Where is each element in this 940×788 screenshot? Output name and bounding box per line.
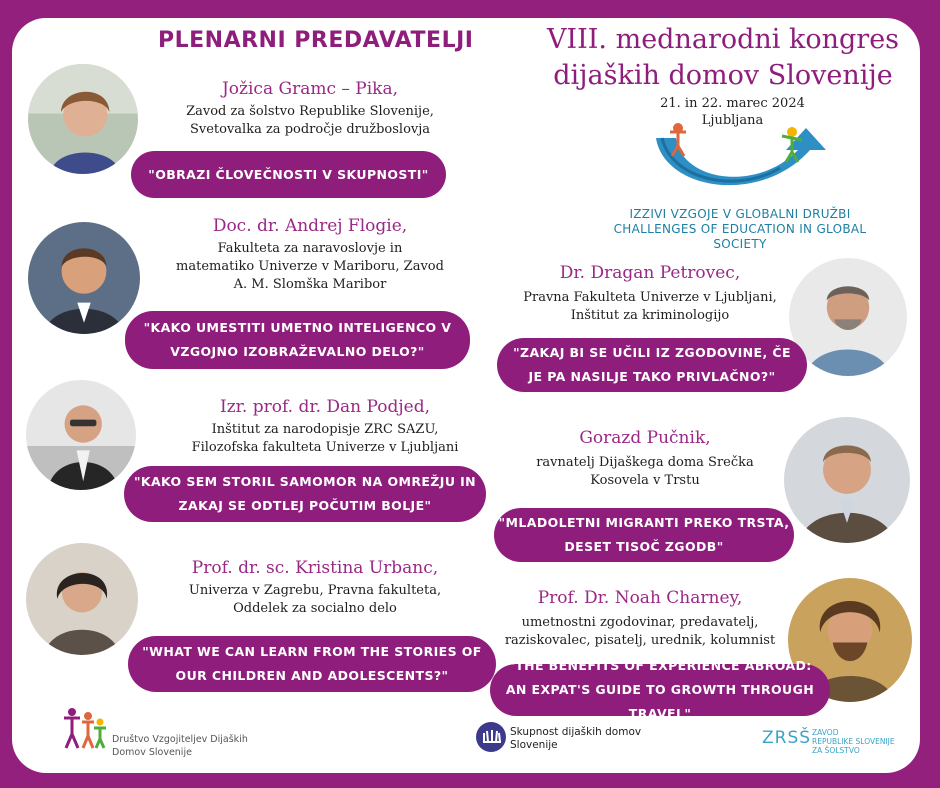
logo-line: Slovenije — [510, 739, 558, 751]
logo-line: Domov Slovenije — [112, 747, 192, 758]
affiliation-line: Inštitut za narodopisje ZRC SAZU, — [211, 422, 439, 437]
talk-title-line: JE PA NASILJE TAKO PRIVLAČNO?" — [528, 369, 776, 384]
affiliation-line: Oddelek za socialno delo — [233, 601, 397, 616]
affiliation-line: Univerza v Zagrebu, Pravna fakulteta, — [188, 583, 442, 598]
congress-place: Ljubljana — [701, 113, 764, 128]
logo-line: REPUBLIKE SLOVENIJE — [812, 737, 895, 746]
dvdds-logo-text — [112, 733, 248, 759]
people-figures-logo — [60, 706, 110, 752]
talk-title: "OBRAZI ČLOVEČNOSTI V SKUPNOSTI" — [148, 166, 429, 182]
affiliation-line: matematiko Univerze v Mariboru, Zavod — [176, 259, 444, 274]
logo-line: Skupnost dijaških domov — [510, 726, 642, 738]
congress-title — [535, 22, 911, 94]
skupnost-logo-text — [510, 726, 641, 752]
speaker-3 — [170, 397, 480, 457]
speaker-photo — [784, 417, 910, 543]
congress-title-line-1: VIII. mednarodni kongres — [546, 24, 900, 55]
speaker-photo — [28, 64, 138, 174]
speaker-photo — [789, 258, 907, 376]
speaker-photo — [28, 222, 140, 334]
talk-title-line: DESET TISOČ ZGODB" — [564, 539, 724, 554]
affiliation-line: Filozofska fakulteta Univerze v Ljubljani — [191, 440, 459, 455]
speaker-name: Gorazd Pučnik, — [579, 428, 711, 448]
logo-line: ZA ŠOLSTVO — [812, 746, 860, 755]
speaker-name: Doc. dr. Andrej Flogie, — [212, 216, 408, 236]
affiliation-line: ravnatelj Dijaškega doma Srečka — [536, 455, 754, 470]
talk-title-line: "ZAKAJ BI SE UČILI IZ ZGODOVINE, ČE — [513, 345, 791, 360]
page-heading: PLENARNI PREDAVATELJI — [158, 28, 474, 53]
talk-title-pill — [128, 636, 496, 692]
talk-title-pill — [131, 151, 446, 198]
talk-title-line: "MLADOLETNI MIGRANTI PREKO TRSTA, — [498, 515, 790, 530]
logo-line: Društvo Vzgojiteljev Dijaških — [112, 734, 248, 745]
affiliation-line: Kosovela v Trstu — [590, 473, 700, 488]
speaker-affiliation — [165, 240, 455, 294]
talk-title-pill — [497, 338, 807, 392]
talk-title-line: "KAKO UMESTITI UMETNO INTELIGENCO V — [143, 320, 452, 335]
talk-title-pill — [490, 658, 830, 721]
talk-title-pill — [494, 508, 794, 562]
speaker-5 — [500, 263, 800, 325]
speaker-2 — [165, 216, 455, 294]
congress-arrow-logo — [640, 110, 840, 210]
slogan-en: CHALLENGES OF EDUCATION IN GLOBAL SOCIETY — [613, 222, 867, 251]
speaker-affiliation — [500, 289, 800, 325]
talk-title-pill — [125, 311, 470, 369]
talk-title-line: "THE BENEFITS OF EXPERIENCE ABROAD: — [508, 658, 812, 673]
affiliation-line: umetnostni zgodovinar, predavatelj, — [521, 615, 759, 630]
speaker-name: Prof. Dr. Noah Charney, — [537, 588, 743, 608]
talk-title-line: "KAKO SEM STORIL SAMOMOR NA OMREŽJU IN — [133, 474, 477, 489]
congress-slogan — [590, 207, 890, 252]
speaker-affiliation — [165, 582, 465, 618]
speaker-name: Dr. Dragan Petrovec, — [559, 263, 741, 283]
affiliation-line: Pravna Fakulteta Univerze v Ljubljani, — [523, 290, 777, 305]
logo-line: ZAVOD — [812, 728, 839, 737]
speaker-photo — [26, 543, 138, 655]
speaker-name: Jožica Gramc – Pika, — [221, 79, 398, 99]
affiliation-line: Inštitut za kriminologijo — [570, 308, 730, 323]
talk-title-line: "WHAT WE CAN LEARN FROM THE STORIES OF — [142, 644, 482, 659]
affiliation-line: Svetovalka za področje družboslovja — [189, 122, 431, 137]
speaker-affiliation — [505, 454, 785, 490]
congress-date: 21. in 22. marec 2024 — [660, 96, 805, 111]
speaker-6 — [505, 428, 785, 490]
speaker-4 — [165, 558, 465, 618]
talk-title-line: AN EXPAT'S GUIDE TO GROWTH THROUGH TRAVEL" — [505, 682, 815, 721]
slogan-sl: IZZIVI VZGOJE V GLOBALNI DRUŽBI — [629, 207, 851, 221]
skupnost-hands-logo — [476, 722, 506, 752]
speaker-affiliation — [490, 614, 790, 650]
affiliation-line: A. M. Slomška Maribor — [233, 277, 387, 292]
speaker-affiliation — [170, 421, 480, 457]
speaker-affiliation — [155, 103, 465, 139]
speaker-name: Prof. dr. sc. Kristina Urbanc, — [191, 558, 439, 578]
speaker-photo — [26, 380, 136, 490]
affiliation-line: Fakulteta za naravoslovje in — [217, 241, 403, 256]
talk-title-pill — [124, 466, 486, 522]
speaker-1 — [155, 79, 465, 139]
congress-title-line-2: dijaških domov Slovenije — [553, 60, 893, 91]
speaker-name: Izr. prof. dr. Dan Podjed, — [219, 397, 431, 417]
speaker-7 — [490, 588, 790, 650]
zrss-logo-text — [812, 728, 895, 755]
talk-title-line: VZGOJNO IZOBRAŽEVALNO DELO?" — [170, 344, 425, 359]
zrss-logo: ZRSŠ — [762, 728, 812, 748]
affiliation-line: Zavod za šolstvo Republike Slovenije, — [186, 104, 434, 119]
talk-title-line: OUR CHILDREN AND ADOLESCENTS?" — [175, 668, 449, 683]
talk-title-line: ZAKAJ SE ODTLEJ POČUTIM BOLJE" — [178, 498, 432, 513]
affiliation-line: raziskovalec, pisatelj, urednik, kolumnist — [504, 633, 776, 648]
